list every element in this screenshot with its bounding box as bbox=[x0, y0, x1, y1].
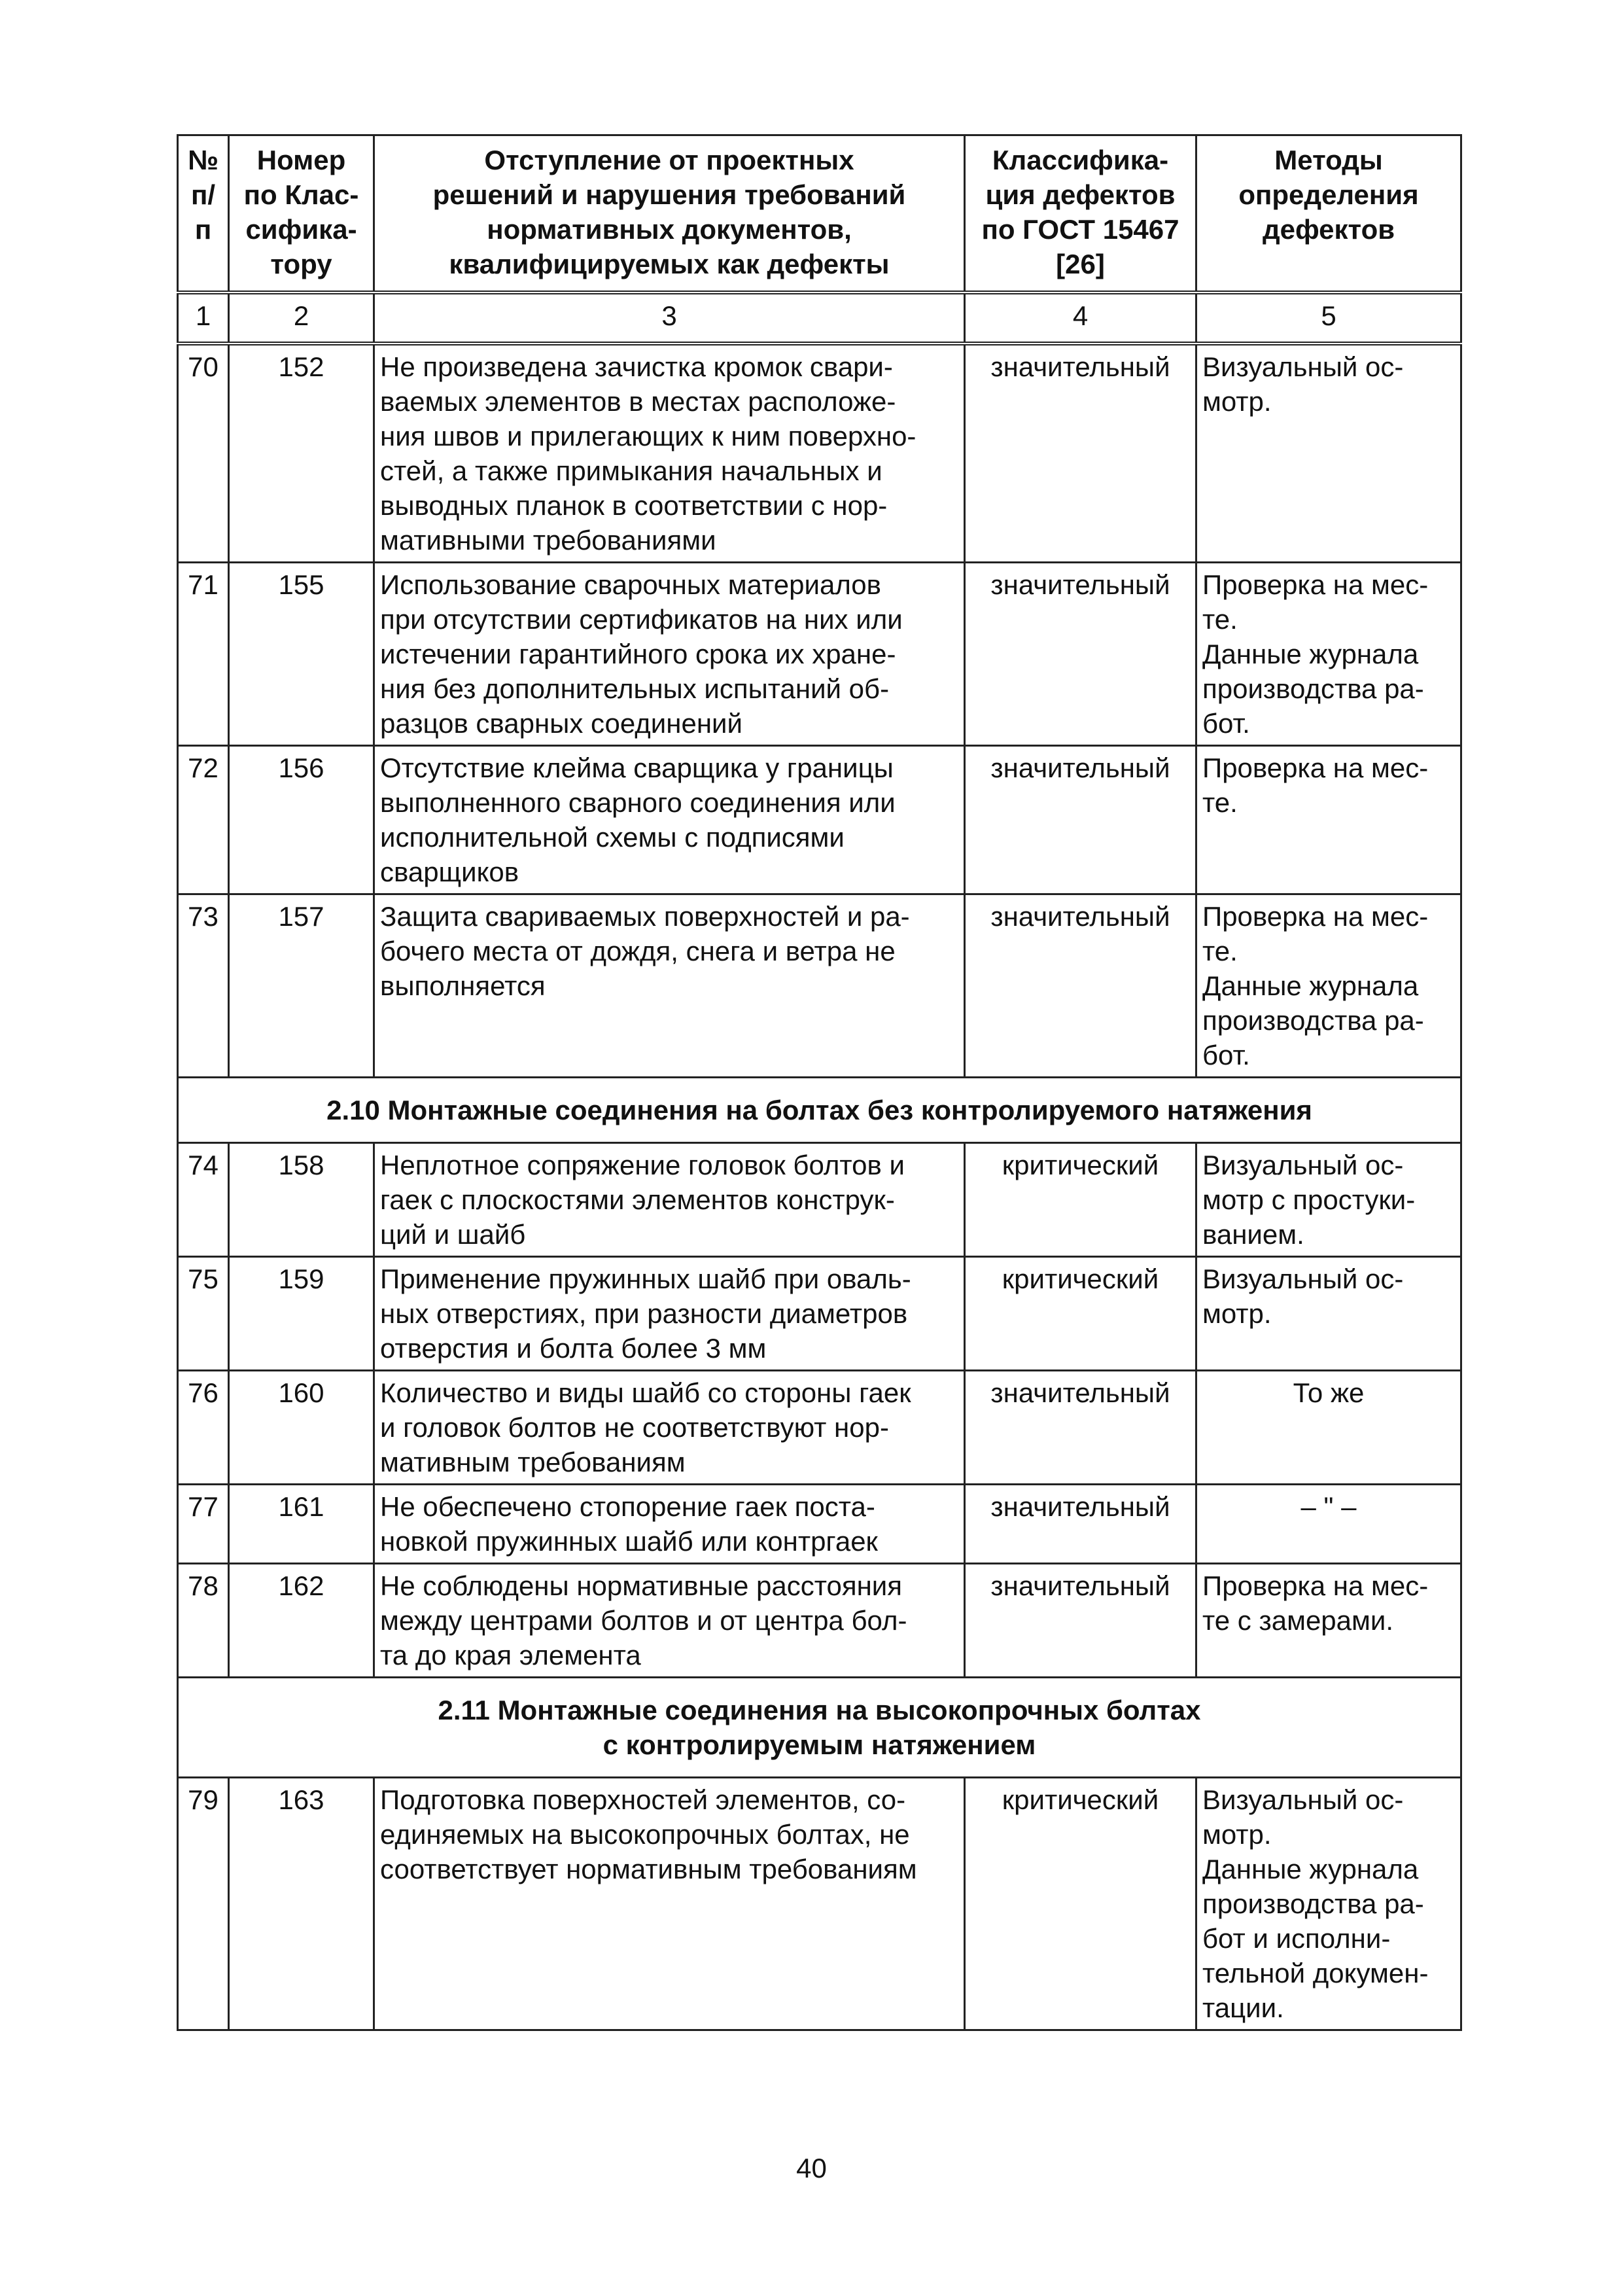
row-number: 79 bbox=[178, 1778, 229, 2030]
document-page bbox=[177, 134, 1460, 2031]
rows-group-b bbox=[178, 1143, 1461, 1678]
row-number: 78 bbox=[178, 1564, 229, 1678]
defect-class: значительный bbox=[965, 1371, 1196, 1485]
deviation-text: Количество и виды шайб со стороны гаек и головок болтов не соответствуют нор- мативным требованиям bbox=[374, 1371, 965, 1485]
defect-class: критический bbox=[965, 1778, 1196, 2030]
deviation-text: Не обеспечено стопорение гаек поста- новкой пружинных шайб или контргаек bbox=[374, 1485, 965, 1564]
detection-method: То же bbox=[1196, 1371, 1461, 1485]
detection-method: Визуальный ос- мотр. Данные журнала производства ра- бот и исполни- тельной докумен- тации. bbox=[1196, 1778, 1461, 2030]
column-number: 4 bbox=[965, 292, 1196, 344]
detection-method: Проверка на мес- те с замерами. bbox=[1196, 1564, 1461, 1678]
defect-class: значительный bbox=[965, 1485, 1196, 1564]
rows-group-c bbox=[178, 1778, 1461, 2030]
header-defect-class: Классифика- ция дефектов по ГОСТ 15467 [26] bbox=[965, 135, 1196, 293]
detection-method: Визуальный ос- мотр. bbox=[1196, 344, 1461, 563]
table-row bbox=[178, 1371, 1461, 1485]
row-number: 73 bbox=[178, 894, 229, 1078]
deviation-text: Подготовка поверхностей элементов, со- единяемых на высокопрочных болтах, не соответствует нормативным требованиям bbox=[374, 1778, 965, 2030]
detection-method: Визуальный ос- мотр. bbox=[1196, 1257, 1461, 1371]
deviation-text: Не соблюдены нормативные расстояния между центрами болтов и от центра бол- та до края элемента bbox=[374, 1564, 965, 1678]
table-row bbox=[178, 1778, 1461, 2030]
deviation-text: Отсутствие клейма сварщика у границы выполненного сварного соединения или исполнительной схемы с подписями сварщиков bbox=[374, 746, 965, 894]
defect-class: значительный bbox=[965, 1564, 1196, 1678]
header-classifier-number: Номер по Клас- сифика- тору bbox=[229, 135, 374, 293]
classifier-number: 162 bbox=[229, 1564, 374, 1678]
classifier-number: 157 bbox=[229, 894, 374, 1078]
section-title-2-10: 2.10 Монтажные соединения на болтах без контролируемого натяжения bbox=[178, 1078, 1461, 1143]
header-deviation: Отступление от проектных решений и нарушения требований нормативных документов, квалифицируемых как дефекты bbox=[374, 135, 965, 293]
deviation-text: Неплотное сопряжение головок болтов и гаек с плоскостями элементов конструк- ций и шайб bbox=[374, 1143, 965, 1257]
column-number: 1 bbox=[178, 292, 229, 344]
table-row bbox=[178, 1564, 1461, 1678]
defect-class: значительный bbox=[965, 894, 1196, 1078]
column-number: 3 bbox=[374, 292, 965, 344]
row-number: 77 bbox=[178, 1485, 229, 1564]
defect-class: критический bbox=[965, 1143, 1196, 1257]
deviation-text: Не произведена зачистка кромок свари- ваемых элементов в местах расположе- ния швов и прилегающих к ним поверхно- стей, а также примыкания начальных и выводных планок в соответствии с нор- мативными требованиями bbox=[374, 344, 965, 563]
column-numbers-row bbox=[178, 292, 1461, 344]
row-number: 76 bbox=[178, 1371, 229, 1485]
defect-class: значительный bbox=[965, 563, 1196, 746]
deviation-text: Защита свариваемых поверхностей и ра- бочего места от дождя, снега и ветра не выполняется bbox=[374, 894, 965, 1078]
deviation-text: Применение пружинных шайб при оваль- ных отверстиях, при разности диаметров отверстия и болта более 3 мм bbox=[374, 1257, 965, 1371]
table-row bbox=[178, 344, 1461, 563]
detection-method: Проверка на мес- те. Данные журнала производства ра- бот. bbox=[1196, 563, 1461, 746]
page-number: 40 bbox=[796, 2153, 827, 2183]
classifier-number: 152 bbox=[229, 344, 374, 563]
detection-method: Проверка на мес- те. bbox=[1196, 746, 1461, 894]
column-number: 5 bbox=[1196, 292, 1461, 344]
row-number: 72 bbox=[178, 746, 229, 894]
header-number: № п/п bbox=[178, 135, 229, 293]
table-row bbox=[178, 746, 1461, 894]
detection-method: Проверка на мес- те. Данные журнала производства ра- бот. bbox=[1196, 894, 1461, 1078]
detection-method: – " – bbox=[1196, 1485, 1461, 1564]
detection-method: Визуальный ос- мотр с простуки- ванием. bbox=[1196, 1143, 1461, 1257]
table-row bbox=[178, 1257, 1461, 1371]
table-row bbox=[178, 563, 1461, 746]
row-number: 75 bbox=[178, 1257, 229, 1371]
column-number: 2 bbox=[229, 292, 374, 344]
table-row bbox=[178, 894, 1461, 1078]
header-detection-methods: Методы определения дефектов bbox=[1196, 135, 1461, 293]
row-number: 70 bbox=[178, 344, 229, 563]
defects-table bbox=[177, 134, 1462, 2031]
rows-group-a bbox=[178, 344, 1461, 1078]
classifier-number: 155 bbox=[229, 563, 374, 746]
section-title-2-11: 2.11 Монтажные соединения на высокопрочных болтах с контролируемым натяжением bbox=[178, 1678, 1461, 1778]
table-row bbox=[178, 1143, 1461, 1257]
deviation-text: Использование сварочных материалов при отсутствии сертификатов на них или истечении гарантийного срока их хране- ния без дополнительных испытаний об- разцов сварных соединений bbox=[374, 563, 965, 746]
classifier-number: 163 bbox=[229, 1778, 374, 2030]
table-row bbox=[178, 1485, 1461, 1564]
row-number: 74 bbox=[178, 1143, 229, 1257]
row-number: 71 bbox=[178, 563, 229, 746]
classifier-number: 156 bbox=[229, 746, 374, 894]
defect-class: значительный bbox=[965, 344, 1196, 563]
classifier-number: 161 bbox=[229, 1485, 374, 1564]
classifier-number: 158 bbox=[229, 1143, 374, 1257]
classifier-number: 160 bbox=[229, 1371, 374, 1485]
section-row bbox=[178, 1078, 1461, 1143]
section-row bbox=[178, 1678, 1461, 1778]
table-header-row bbox=[178, 135, 1461, 293]
defect-class: значительный bbox=[965, 746, 1196, 894]
classifier-number: 159 bbox=[229, 1257, 374, 1371]
defect-class: критический bbox=[965, 1257, 1196, 1371]
